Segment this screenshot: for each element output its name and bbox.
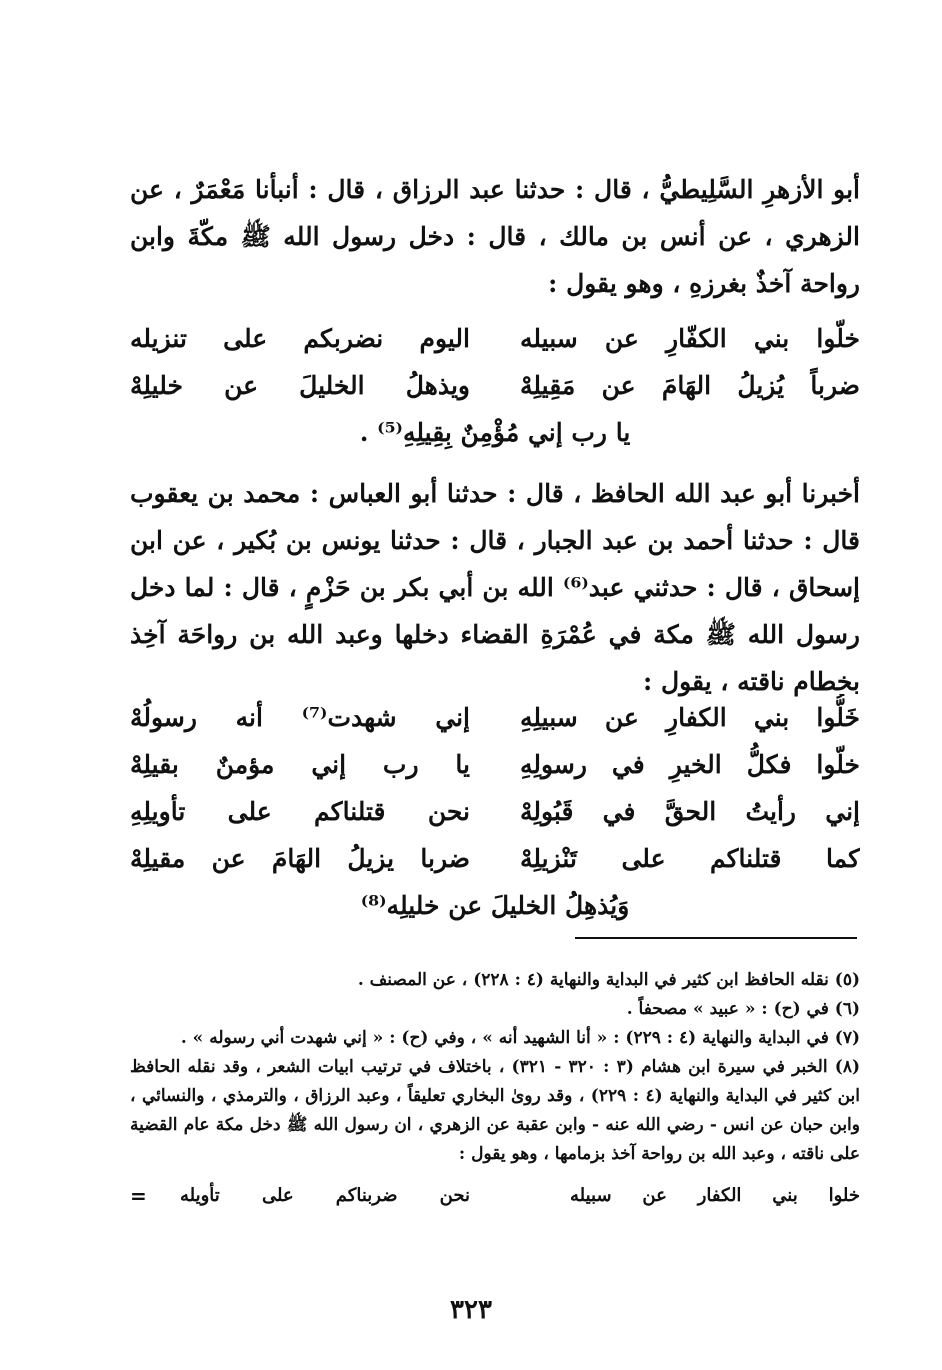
verse-first-hemistich: خلّوا فكلُّ الخيرِ في رسولِهِ bbox=[520, 750, 860, 779]
paragraph-1: أبو الأزهرِ السَّلِيطيُّ ، قال : حدثنا عبد الرزاق ، قال : أنبأنا مَعْمَرٌ ، عن الزهري ، عن أنس بن مالك ، قال : دخل رسول الله ﷺ مكّةَ وابن رواحة آخذٌ بغرزهِ ، وهو يقول : bbox=[130, 175, 860, 298]
verse-second-hemistich: ويذهلُ الخليلَ عن خليلِهْ bbox=[130, 371, 470, 400]
verse-first-hemistich: إني رأيتُ الحقَّ في قَبُولِهْ bbox=[520, 797, 860, 826]
verse bbox=[130, 694, 860, 741]
footnote-verse bbox=[130, 1181, 860, 1211]
verse-first-hemistich: ضرباً يُزيلُ الهَامَ عن مَقِيلِهْ bbox=[520, 371, 860, 400]
paragraph-2: أخبرنا أبو عبد الله الحافظ ، قال : حدثنا أبو العباس : محمد بن يعقوب قال : حدثنا أحمد بن عبد الجبار ، قال : حدثنا يونس بن بُكير ، عن ابن إسحاق ، قال : حدثني عبد⁽⁶⁾ الله بن أبي بكر بن حَزْمٍ ، قال : لما دخل رسول الله ﷺ مكة في عُمْرَةِ القضاء دخلها وعبد الله بن رواحَة آخِذ بخطام ناقته ، يقول : bbox=[130, 479, 860, 696]
poem-2 bbox=[130, 694, 860, 929]
footnote-8: (٨) الخبر في سيرة ابن هشام (٣ : ٣٢٠ - ٣٢١) ، باختلاف في ترتيب ابيات الشعر ، وقد نقله الحافظ ابن كثير في البداية والنهاية (٤ : ٢٢٩) ، وقد روىٰ البخاري تعليقاً ، وعبد الرزاق ، والترمذي ، والنسائي ، وابن حبان عن انس - رضي الله عنه - وابن عقبة عن الزهري ، ان رسول الله ﷺ دخل مكة عام القضية على ناقته ، وعبد الله بن رواحة آخذ بزمامها ، وهو يقول : bbox=[130, 1057, 860, 1164]
footnote-5: (٥) نقله الحافظ ابن كثير في البداية والنهاية (٤ : ٢٢٨) ، عن المصنف . bbox=[357, 970, 860, 990]
poem-1 bbox=[130, 315, 860, 456]
verse-second-hemistich: يا رب إني مؤمنٌ بقيلِهْ bbox=[130, 750, 470, 779]
verse bbox=[130, 835, 860, 882]
footnote-separator bbox=[575, 937, 857, 939]
verse-second-hemistich: ضربا يزيلُ الهَامَ عن مقيلِهْ bbox=[130, 844, 470, 873]
verse-first-hemistich: خلّوا بني الكفّارِ عن سبيله bbox=[520, 324, 860, 353]
continuation-mark: = bbox=[130, 1184, 147, 1208]
footnote-verse-first-hemistich: خلوا بني الكفار عن سبيله bbox=[570, 1185, 860, 1206]
verse-second-hemistich: إني شهدت⁽⁷⁾ أنه رسولُهْ bbox=[130, 703, 470, 732]
verse-first-hemistich: خَلُّوا بني الكفارِ عن سبيلِهِ bbox=[520, 703, 860, 732]
verse bbox=[130, 788, 860, 835]
footnote-verse-second-hemistich: نحن ضربناكم على تأويله bbox=[180, 1185, 470, 1206]
verse bbox=[130, 362, 860, 409]
footnote-6: (٦) في (ح) : « عبيد » مصحفاً . bbox=[626, 999, 860, 1019]
poem-final-line: وَيُذهِلُ الخليلَ عن خليلِه⁽⁸⁾ bbox=[360, 891, 630, 920]
verse-first-hemistich: كما قتلناكم على تَنْزيلِهْ bbox=[520, 844, 860, 873]
page-number: ٣٢٣ bbox=[450, 1295, 492, 1325]
verse bbox=[130, 741, 860, 788]
poem-final-line: يا رب إني مُؤْمِنٌ بِقِيلِهِ⁽⁵⁾ . bbox=[359, 418, 631, 447]
footnotes bbox=[130, 966, 860, 1211]
verse-second-hemistich: نحن قتلناكم على تأويلِهِ bbox=[130, 797, 470, 826]
footnote-7: (٧) في البداية والنهاية (٤ : ٢٢٩) : « أنا الشهيد أنه » ، وفي (ح) : « إني شهدت أني رسوله » . bbox=[180, 1028, 860, 1048]
verse-second-hemistich: اليوم نضربكم على تنزيله bbox=[130, 324, 470, 353]
verse bbox=[130, 315, 860, 362]
